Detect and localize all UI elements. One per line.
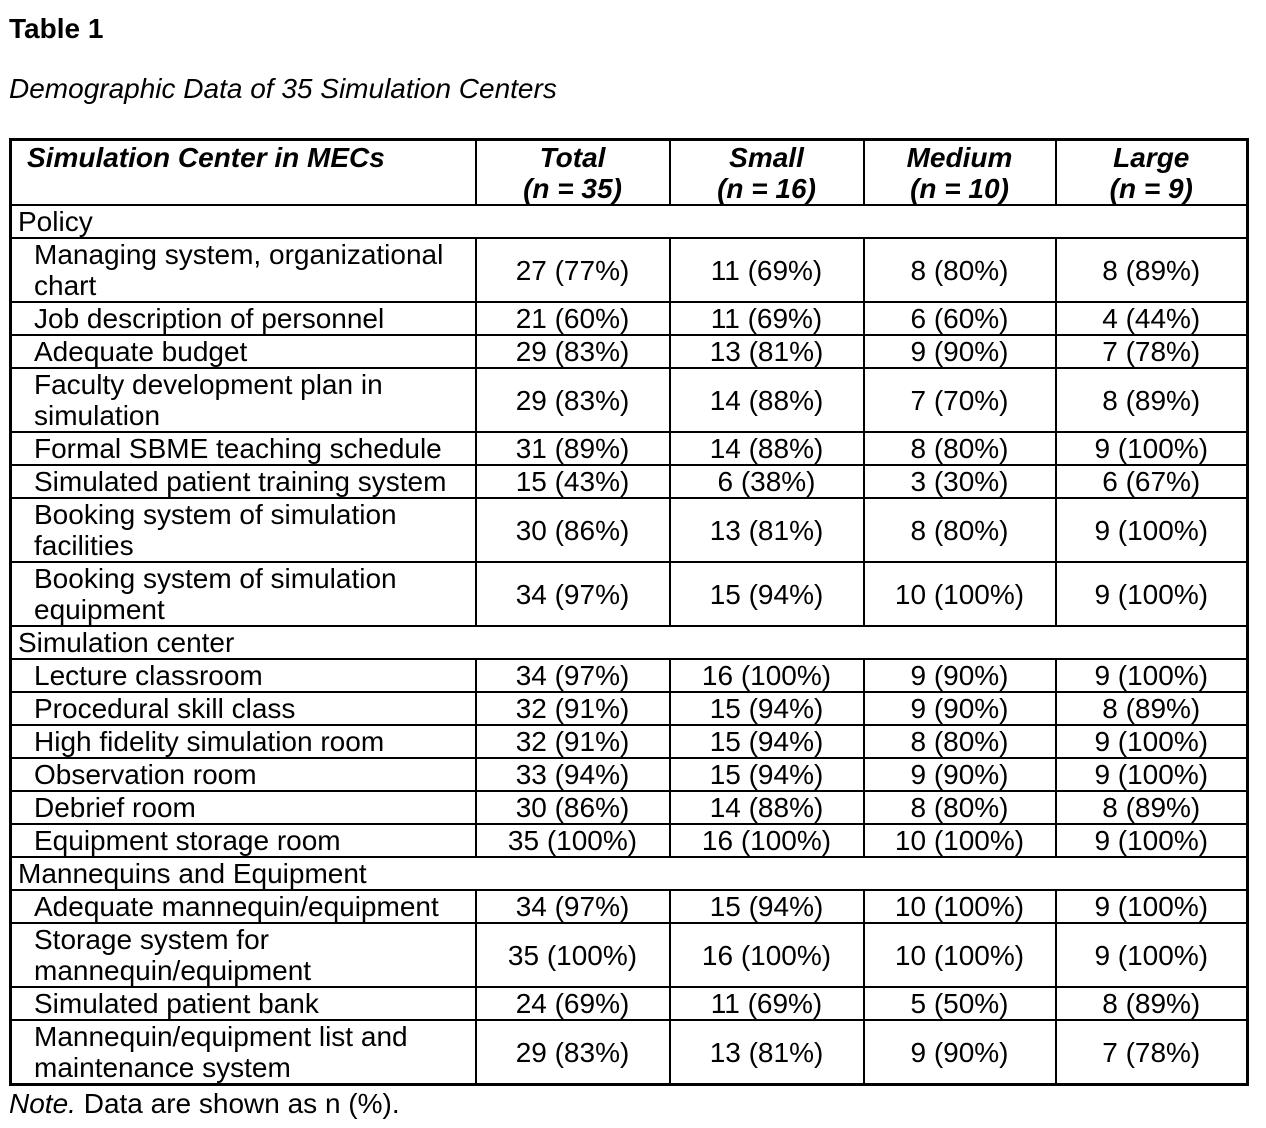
- section-name: Simulation center: [11, 626, 1248, 659]
- row-label: High fidelity simulation room: [11, 725, 476, 758]
- cell-small: 15 (94%): [670, 562, 864, 626]
- cell-small: 11 (69%): [670, 302, 864, 335]
- cell-medium: 9 (90%): [864, 692, 1056, 725]
- cell-small: 11 (69%): [670, 987, 864, 1020]
- row-label: Adequate mannequin/⁠equipment: [11, 890, 476, 923]
- document-page: [9, 13, 1248, 1119]
- column-header-large: [1056, 140, 1248, 206]
- column-header-medium: [864, 140, 1056, 206]
- cell-small: 16 (100%): [670, 659, 864, 692]
- row-label: Equipment storage room: [11, 824, 476, 857]
- table-row: [11, 659, 1248, 692]
- table-row: [11, 335, 1248, 368]
- cell-medium: 8 (80%): [864, 238, 1056, 302]
- cell-small: 15 (94%): [670, 725, 864, 758]
- cell-small: 14 (88%): [670, 791, 864, 824]
- cell-large: 4 (44%): [1056, 302, 1248, 335]
- cell-large: 8 (89%): [1056, 368, 1248, 432]
- column-header-total-label: Total: [539, 142, 606, 173]
- cell-total: 34 (97%): [476, 659, 670, 692]
- cell-total: 27 (77%): [476, 238, 670, 302]
- cell-total: 30 (86%): [476, 791, 670, 824]
- cell-large: 9 (100%): [1056, 890, 1248, 923]
- row-label: Simulated patient bank: [11, 987, 476, 1020]
- cell-small: 6 (38%): [670, 465, 864, 498]
- section-name: Policy: [11, 205, 1248, 238]
- table-row: [11, 725, 1248, 758]
- table-number-heading: Table 1: [9, 13, 104, 44]
- cell-medium: 9 (90%): [864, 335, 1056, 368]
- section-header-row: [11, 857, 1248, 890]
- cell-medium: 10 (100%): [864, 890, 1056, 923]
- cell-large: 8 (89%): [1056, 692, 1248, 725]
- cell-small: 16 (100%): [670, 923, 864, 987]
- cell-large: 6 (67%): [1056, 465, 1248, 498]
- cell-large: 8 (89%): [1056, 238, 1248, 302]
- table-caption: Demographic Data of 35 Simulation Centers: [9, 73, 557, 104]
- cell-large: 8 (89%): [1056, 791, 1248, 824]
- section-header-row: [11, 205, 1248, 238]
- cell-medium: 8 (80%): [864, 432, 1056, 465]
- column-header-total-n: (n = 35): [523, 173, 622, 204]
- row-label: Booking system of simulation facilities: [11, 498, 476, 562]
- cell-medium: 10 (100%): [864, 923, 1056, 987]
- cell-total: 34 (97%): [476, 890, 670, 923]
- column-header-small: [670, 140, 864, 206]
- cell-total: 24 (69%): [476, 987, 670, 1020]
- cell-small: 14 (88%): [670, 432, 864, 465]
- column-header-large-label: Large: [1113, 142, 1190, 173]
- cell-total: 31 (89%): [476, 432, 670, 465]
- table-row: [11, 562, 1248, 626]
- cell-small: 15 (94%): [670, 692, 864, 725]
- table-row: [11, 302, 1248, 335]
- cell-small: 13 (81%): [670, 335, 864, 368]
- cell-total: 29 (83%): [476, 1020, 670, 1085]
- table-row: [11, 1020, 1248, 1085]
- cell-medium: 7 (70%): [864, 368, 1056, 432]
- cell-large: 7 (78%): [1056, 335, 1248, 368]
- row-label: Lecture classroom: [11, 659, 476, 692]
- cell-total: 32 (91%): [476, 725, 670, 758]
- cell-total: 29 (83%): [476, 335, 670, 368]
- table-row: [11, 465, 1248, 498]
- column-header-small-n: (n = 16): [717, 173, 816, 204]
- row-label: Booking system of simulation equipment: [11, 562, 476, 626]
- demographics-table: [9, 138, 1249, 1086]
- row-label: Job description of personnel: [11, 302, 476, 335]
- cell-medium: 10 (100%): [864, 824, 1056, 857]
- table-row: [11, 824, 1248, 857]
- cell-total: 30 (86%): [476, 498, 670, 562]
- cell-large: 7 (78%): [1056, 1020, 1248, 1085]
- column-header-medium-n: (n = 10): [910, 173, 1009, 204]
- cell-large: 9 (100%): [1056, 824, 1248, 857]
- table-row: [11, 238, 1248, 302]
- cell-medium: 10 (100%): [864, 562, 1056, 626]
- cell-large: 9 (100%): [1056, 659, 1248, 692]
- cell-total: 21 (60%): [476, 302, 670, 335]
- row-label: Observation room: [11, 758, 476, 791]
- table-row: [11, 791, 1248, 824]
- cell-medium: 3 (30%): [864, 465, 1056, 498]
- table-note: [9, 1088, 1248, 1119]
- cell-total: 34 (97%): [476, 562, 670, 626]
- row-label: Debrief room: [11, 791, 476, 824]
- cell-small: 14 (88%): [670, 368, 864, 432]
- row-label: Adequate budget: [11, 335, 476, 368]
- cell-medium: 9 (90%): [864, 1020, 1056, 1085]
- row-label: Procedural skill class: [11, 692, 476, 725]
- cell-medium: 6 (60%): [864, 302, 1056, 335]
- column-header-medium-label: Medium: [906, 142, 1013, 173]
- cell-small: 15 (94%): [670, 758, 864, 791]
- table-row: [11, 368, 1248, 432]
- cell-medium: 9 (90%): [864, 659, 1056, 692]
- table-header-row: [11, 140, 1248, 206]
- table-row: [11, 692, 1248, 725]
- table-note-label: Note.: [9, 1088, 76, 1119]
- table-row: [11, 432, 1248, 465]
- cell-small: 13 (81%): [670, 498, 864, 562]
- cell-medium: 5 (50%): [864, 987, 1056, 1020]
- column-header-row-label-text: Simulation Center in MECs: [27, 142, 385, 173]
- table-note-text: Data are shown as n (%).: [75, 1088, 400, 1119]
- cell-large: 9 (100%): [1056, 923, 1248, 987]
- cell-total: 15 (43%): [476, 465, 670, 498]
- column-header-large-n: (n = 9): [1109, 173, 1193, 204]
- cell-total: 33 (94%): [476, 758, 670, 791]
- cell-large: 8 (89%): [1056, 987, 1248, 1020]
- cell-large: 9 (100%): [1056, 562, 1248, 626]
- cell-medium: 8 (80%): [864, 791, 1056, 824]
- row-label: Simulated patient training system: [11, 465, 476, 498]
- cell-large: 9 (100%): [1056, 725, 1248, 758]
- table-row: [11, 923, 1248, 987]
- cell-small: 15 (94%): [670, 890, 864, 923]
- cell-medium: 8 (80%): [864, 498, 1056, 562]
- cell-total: 32 (91%): [476, 692, 670, 725]
- section-header-row: [11, 626, 1248, 659]
- cell-total: 35 (100%): [476, 923, 670, 987]
- table-row: [11, 498, 1248, 562]
- cell-small: 11 (69%): [670, 238, 864, 302]
- table-row: [11, 758, 1248, 791]
- row-label: Managing system, organizational chart: [11, 238, 476, 302]
- section-name: Mannequins and Equipment: [11, 857, 1248, 890]
- cell-medium: 8 (80%): [864, 725, 1056, 758]
- cell-medium: 9 (90%): [864, 758, 1056, 791]
- table-row: [11, 890, 1248, 923]
- column-header-row-label: [11, 140, 476, 206]
- cell-total: 35 (100%): [476, 824, 670, 857]
- cell-large: 9 (100%): [1056, 758, 1248, 791]
- cell-large: 9 (100%): [1056, 498, 1248, 562]
- row-label: Faculty development plan in simulation: [11, 368, 476, 432]
- cell-large: 9 (100%): [1056, 432, 1248, 465]
- row-label: Mannequin/⁠equipment list and maintenance system: [11, 1020, 476, 1085]
- cell-total: 29 (83%): [476, 368, 670, 432]
- row-label: Storage system for mannequin/⁠equipment: [11, 923, 476, 987]
- column-header-small-label: Small: [729, 142, 804, 173]
- cell-small: 13 (81%): [670, 1020, 864, 1085]
- row-label: Formal SBME teaching schedule: [11, 432, 476, 465]
- column-header-total: [476, 140, 670, 206]
- table-row: [11, 987, 1248, 1020]
- cell-small: 16 (100%): [670, 824, 864, 857]
